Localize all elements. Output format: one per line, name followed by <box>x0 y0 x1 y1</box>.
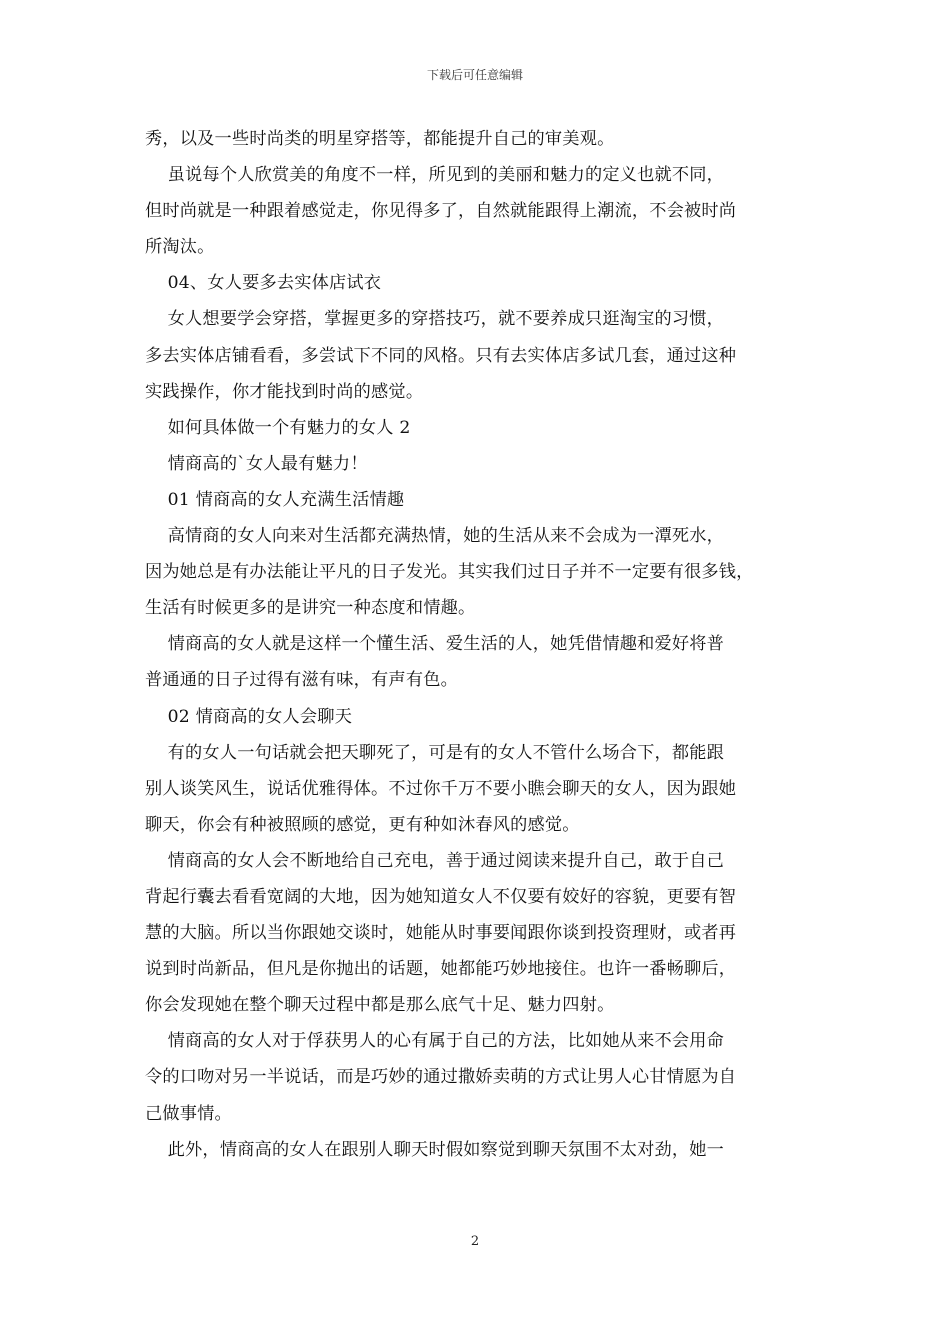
text-line: 情商高的女人就是这样一个懂生活、爱生活的人，她凭借情趣和爱好将普 <box>145 634 725 655</box>
text-line: 说到时尚新品，但凡是你抛出的话题，她都能巧妙地接住。也许一番畅聊后， <box>145 959 737 980</box>
text-line: 你会发现她在整个聊天过程中都是那么底气十足、魅力四射。 <box>145 995 615 1016</box>
text-line: 因为她总是有办法能让平凡的日子发光。其实我们过日子并不一定要有很多钱， <box>145 562 754 583</box>
section-heading: 02 情商高的女人会聊天 <box>145 706 353 727</box>
text-line: 聊天，你会有种被照顾的感觉，更有种如沐春风的感觉。 <box>145 814 580 835</box>
section-heading: 情商高的`女人最有魅力！ <box>145 453 368 474</box>
text-line: 秀，以及一些时尚类的明星穿搭等，都能提升自己的审美观。 <box>145 129 615 149</box>
text-line: 令的口吻对另一半说话，而是巧妙的通过撒娇卖萌的方式让男人心甘情愿为自 <box>145 1067 737 1088</box>
text-line: 实践操作，你才能找到时尚的感觉。 <box>145 381 424 402</box>
section-heading: 04、女人要多去实体店试衣 <box>145 273 382 294</box>
text-line: 多去实体店铺看看，多尝试下不同的风格。只有去实体店多试几套，通过这种 <box>145 345 737 366</box>
document-body <box>145 121 825 1168</box>
text-line: 生活有时候更多的是讲究一种态度和情趣。 <box>145 598 476 619</box>
text-line: 慧的大脑。所以当你跟她交谈时，她能从时事要闻跟你谈到投资理财，或者再 <box>145 923 737 944</box>
text-line: 普通通的日子过得有滋有味，有声有色。 <box>145 670 458 691</box>
text-line: 背起行囊去看看宽阔的大地，因为她知道女人不仅要有姣好的容貌，更要有智 <box>145 886 737 907</box>
text-line: 有的女人一句话就会把天聊死了，可是有的女人不管什么场合下，都能跟 <box>145 742 725 763</box>
section-heading: 如何具体做一个有魅力的女人 2 <box>145 417 411 438</box>
text-line: 己做事情。 <box>145 1103 232 1124</box>
text-line: 此外，情商高的女人在跟别人聊天时假如察觉到聊天氛围不太对劲，她一 <box>145 1139 725 1160</box>
text-line: 所淘汰。 <box>145 237 215 258</box>
text-line: 别人谈笑风生，说话优雅得体。不过你千万不要小瞧会聊天的女人，因为跟她 <box>145 778 737 799</box>
text-line: 情商高的女人会不断地给自己充电，善于通过阅读来提升自己，敢于自己 <box>145 850 725 871</box>
text-line: 情商高的女人对于俘获男人的心有属于自己的方法，比如她从来不会用命 <box>145 1031 725 1052</box>
text-line: 女人想要学会穿搭，掌握更多的穿搭技巧，就不要养成只逛淘宝的习惯， <box>145 309 725 330</box>
text-line: 但时尚就是一种跟着感觉走，你见得多了，自然就能跟得上潮流，不会被时尚 <box>145 201 737 222</box>
page-header: 下载后可任意编辑 <box>426 68 523 82</box>
text-line: 高情商的女人向来对生活都充满热情，她的生活从来不会成为一潭死水， <box>145 526 725 547</box>
section-heading: 01 情商高的女人充满生活情趣 <box>145 489 405 510</box>
page-number: 2 <box>470 1234 480 1249</box>
text-line: 虽说每个人欣赏美的角度不一样，所见到的美丽和魅力的定义也就不同， <box>145 165 725 186</box>
